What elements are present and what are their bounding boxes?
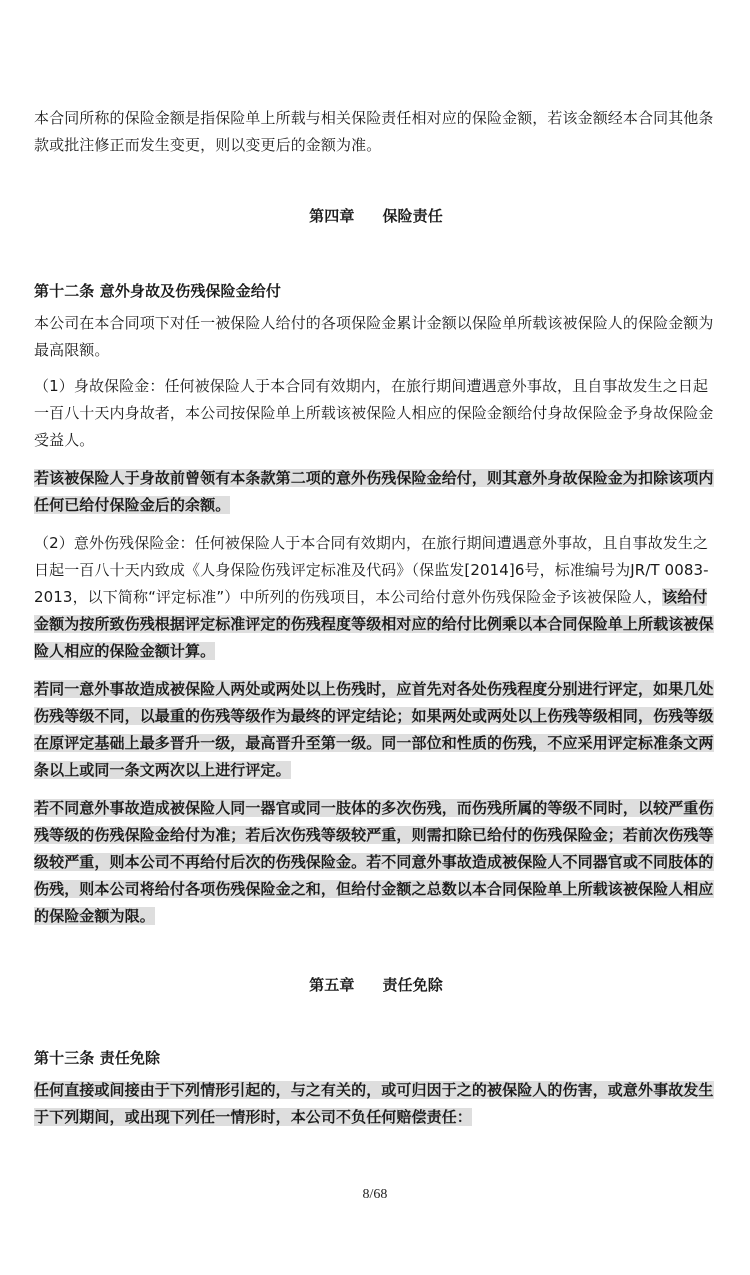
article-12-paragraph-1: 本公司在本合同项下对任一被保险人给付的各项保险金累计金额以保险单所载该被保险人的保险金额为最高限额。	[34, 314, 714, 359]
chapter-5-number: 第五章	[309, 976, 355, 994]
article-13-title: 第十三条 责任免除	[34, 1049, 161, 1067]
article-12-title: 第十二条 意外身故及伤残保险金给付	[34, 282, 281, 300]
article-13-paragraph-1-text: 任何直接或间接由于下列情形引起的，与之有关的，或可归因于之的被保险人的伤害，或意外事故发生于下列期间，或出现下列任一情形时，本公司不负任何赔偿责任：	[34, 1081, 714, 1126]
chapter-4-title: 保险责任	[382, 207, 443, 225]
article-12-paragraph-3-text: 若该被保险人于身故前曾领有本条款第二项的意外伤残保险金给付，则其意外身故保险金为扣除该项内任何已给付保险金后的余额。	[34, 469, 714, 514]
chapter-4-number: 第四章	[309, 207, 355, 225]
article-12-paragraph-5	[34, 676, 718, 784]
intro-paragraph: 本合同所称的保险金额是指保险单上所载与相关保险责任相对应的保险金额，若该金额经本合同其他条款或批注修正而发生变更，则以变更后的金额为准。	[34, 109, 714, 154]
article-12-paragraph-4-highlight: 该给付金额为按所致伤残根据评定标准评定的伤残程度等级相对应的给付比例乘以本合同保险单上所载该被保险人相应的保险金额计算。	[34, 588, 714, 660]
article-12-paragraph-5-text: 若同一意外事故造成被保险人两处或两处以上伤残时，应首先对各处伤残程度分别进行评定，如果几处伤残等级不同，以最重的伤残等级作为最终的评定结论；如果两处或两处以上伤残等级相同，伤残等级在原评定基础上最多晋升一级，最高晋升至第一级。同一部位和性质的伤残，不应采用评定标准条文两条以上或同一条文两次以上进行评定。	[34, 680, 714, 779]
article-12-paragraph-6-text: 若不同意外事故造成被保险人同一器官或同一肢体的多次伤残，而伤残所属的等级不同时，以较严重伤残等级的伤残保险金给付为准；若后次伤残等级较严重，则需扣除已给付的伤残保险金；若前次伤残等级较严重，则本公司不再给付后次的伤残保险金。若不同意外事故造成被保险人不同器官或不同肢体的伤残，则本公司将给付各项伤残保险金之和，但给付金额之总数以本合同保险单上所载该被保险人相应的保险金额为限。	[34, 799, 714, 925]
article-12-paragraph-4-text: （2）意外伤残保险金：任何被保险人于本合同有效期内，在旅行期间遭遇意外事故，且自事故发生之日起一百八十天内致成《人身保险伤残评定标准及代码》（保监发[2014]6号，标准编号为JR/T 0083-2013，以下简称“评定标准”）中所列的伤残项目，本公司给付意外伤残保险金予该被保险人，	[34, 534, 709, 606]
article-12-paragraph-4	[34, 530, 718, 665]
article-13-paragraph-1	[34, 1077, 718, 1131]
document-page	[34, 105, 718, 1140]
article-12-paragraph-3	[34, 465, 718, 519]
page-number: 8/68	[362, 1187, 388, 1202]
article-12-paragraph-2: （1）身故保险金：任何被保险人于本合同有效期内，在旅行期间遭遇意外事故，且自事故发生之日起一百八十天内身故者，本公司按保险单上所载该被保险人相应的保险金额给付身故保险金予身故保险金受益人。	[34, 377, 714, 449]
chapter-5-heading	[34, 972, 718, 999]
chapter-5-title: 责任免除	[382, 976, 443, 994]
chapter-4-heading	[34, 203, 718, 230]
article-12-paragraph-6	[34, 795, 718, 930]
